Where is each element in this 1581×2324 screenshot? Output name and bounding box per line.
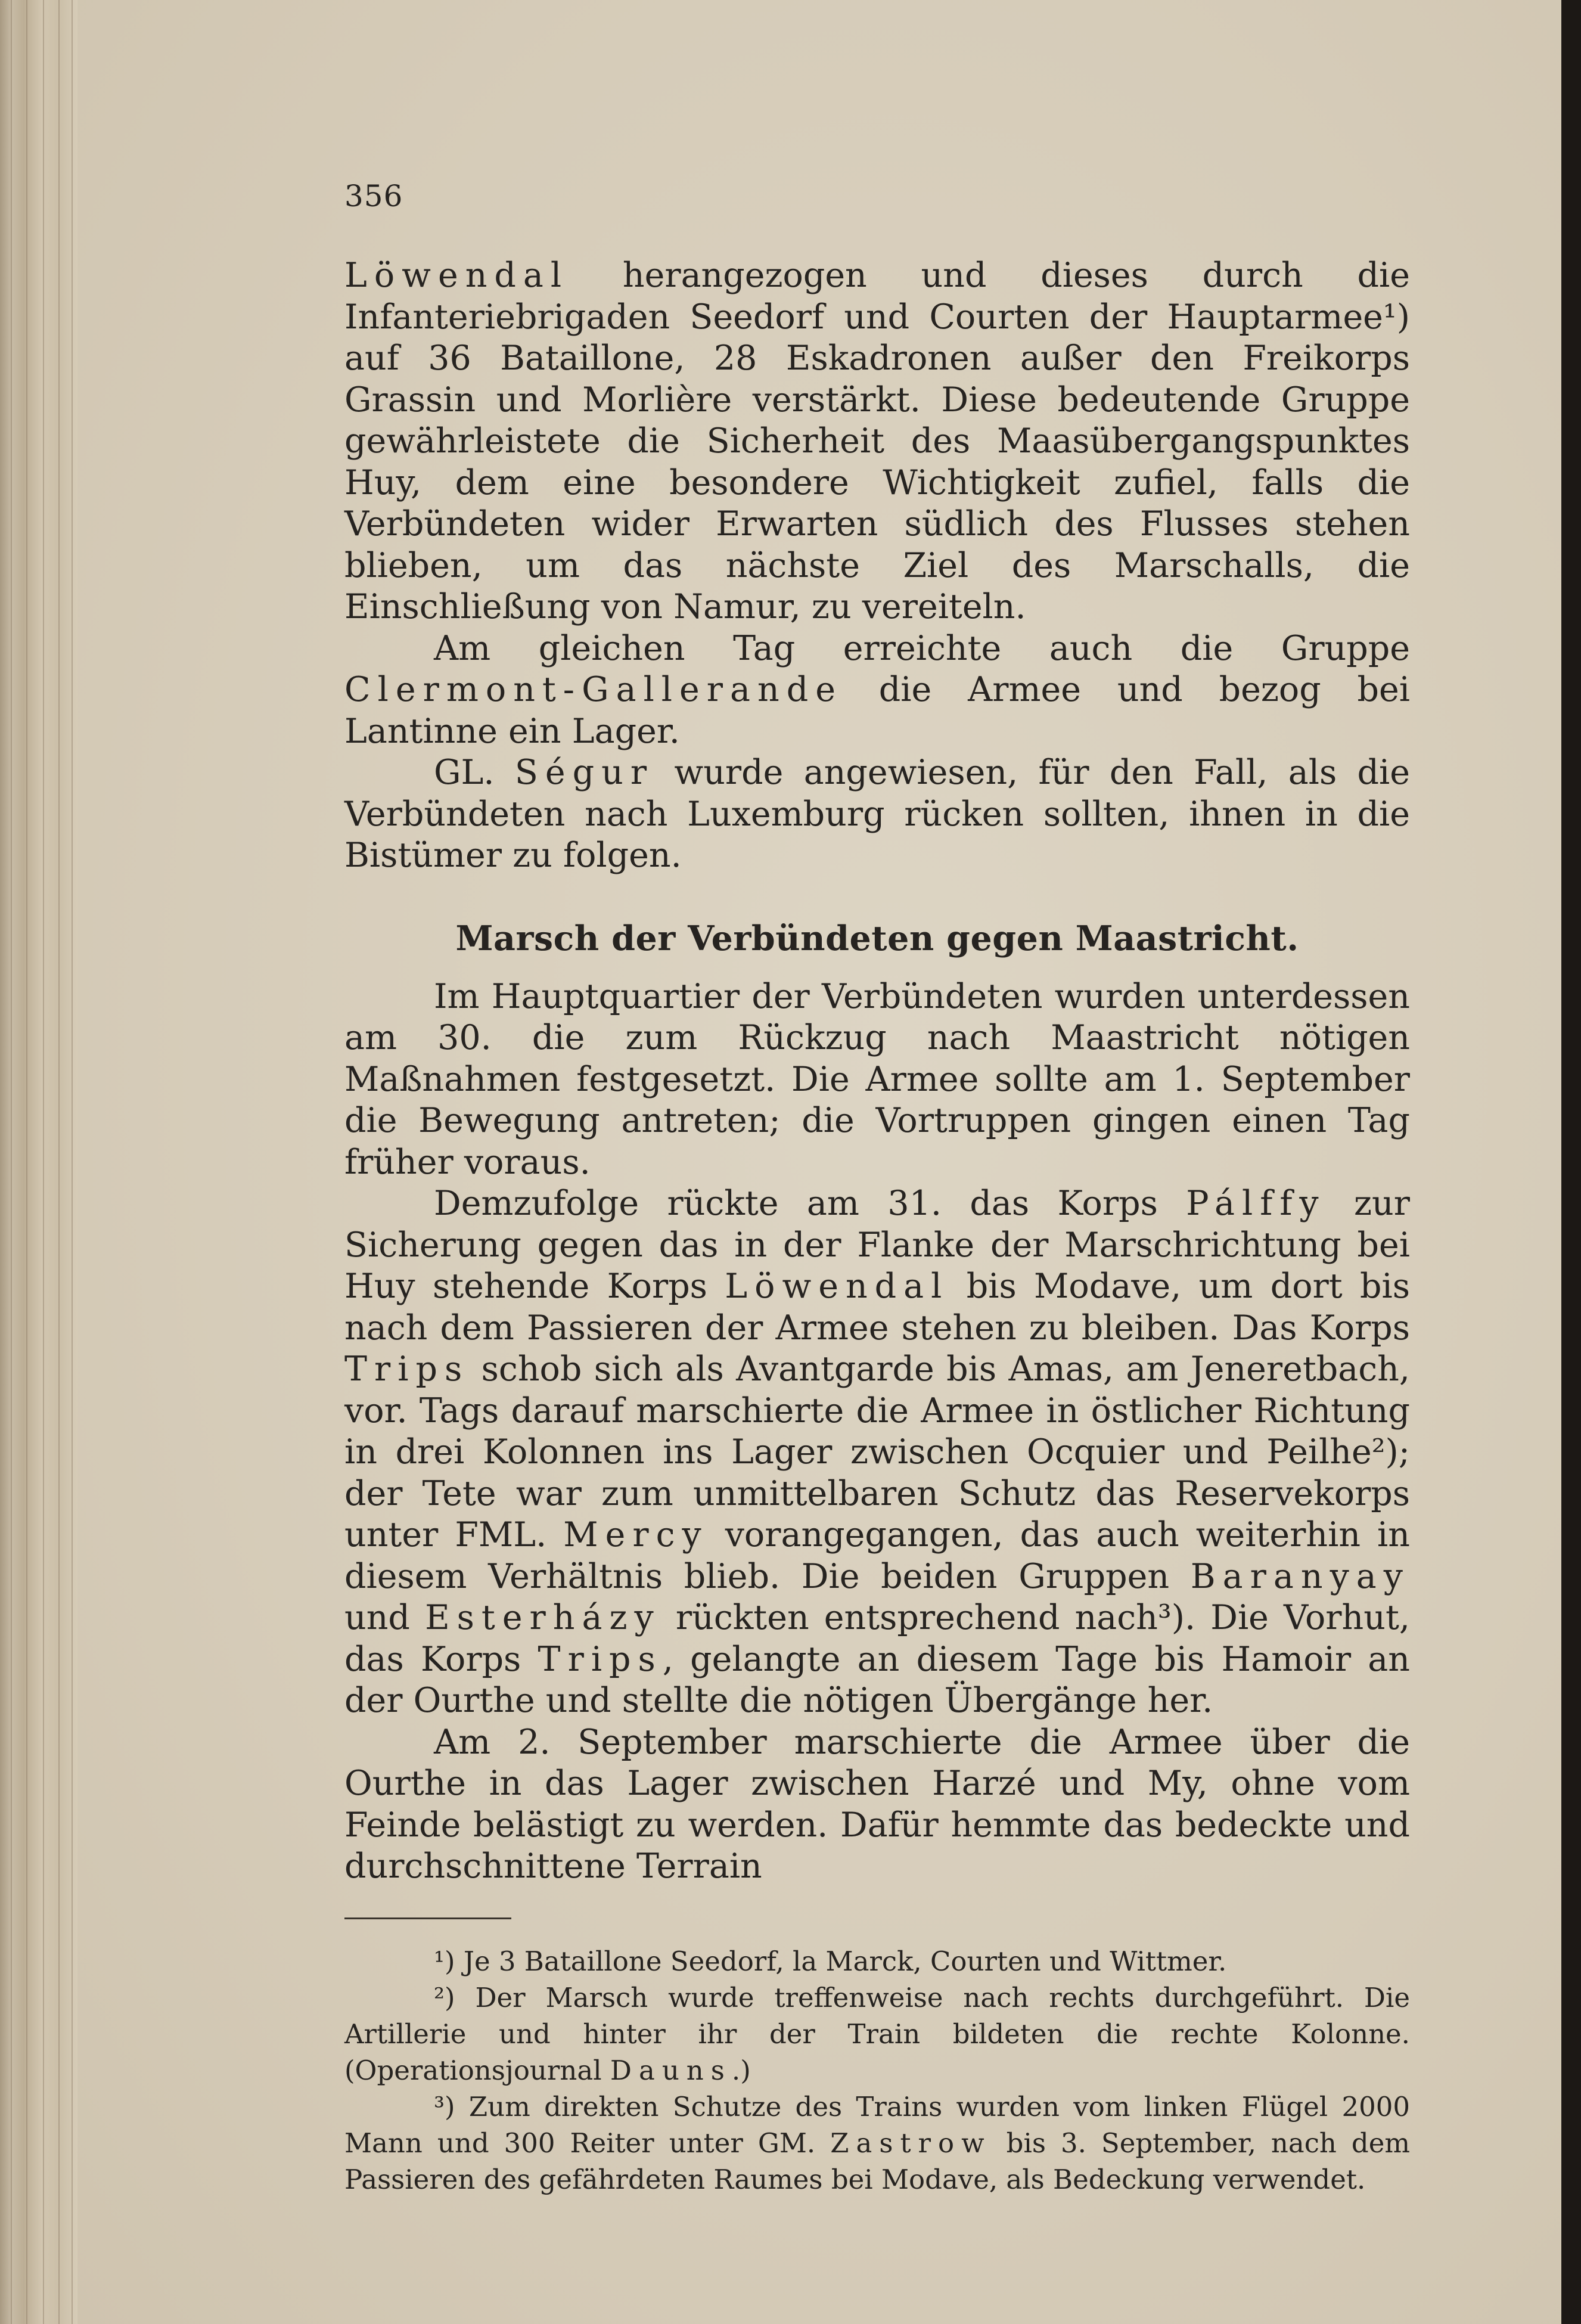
p5-name-7: Trips xyxy=(538,1639,663,1679)
page-content xyxy=(344,179,1410,2198)
scan-border xyxy=(1561,0,1581,2324)
p5-text-3: bis Modave, um dort bis nach dem Passieren der Armee stehen zu bleiben. Das Korps xyxy=(344,1267,1410,1348)
footnote-3 xyxy=(344,2089,1410,2198)
paragraph-5 xyxy=(344,1183,1410,1722)
paragraph-1 xyxy=(344,255,1410,628)
fn3-name: Zastrow xyxy=(830,2127,992,2159)
paragraph-2 xyxy=(344,628,1410,753)
paragraph-3-before: GL. xyxy=(434,753,515,792)
p5-name-2: Löwendal xyxy=(725,1267,949,1306)
paragraph-3-after: wurde angewiesen, für den Fall, als die Verbündeten nach Luxemburg rücken sollten, ihnen in die Bistümer zu folgen. xyxy=(344,753,1411,875)
p5-text-6: und xyxy=(344,1598,425,1637)
p5-name-6: Esterházy xyxy=(425,1598,661,1637)
fn2-name: Dauns xyxy=(610,2054,732,2086)
p5-text-2: zur Sicherung gegen das in der Flanke der Marschrichtung bei Huy stehende Korps xyxy=(344,1184,1410,1306)
section-heading: Marsch der Verbündeten gegen Maastricht. xyxy=(455,918,1299,958)
paragraph-4: Im Hauptquartier der Verbündeten wurden unterdessen am 30. die zum Rückzug nach Maastricht nötigen Maßnahmen festgesetzt. Die Armee sollte am 1. September die Bewegung antreten; die Vortruppen gingen einen Tag früher voraus. xyxy=(344,976,1410,1182)
footnote-1: ¹) Je 3 Bataillone Seedorf, la Marck, Courten und Wittmer. xyxy=(434,1945,1227,1977)
p5-name-5: Baranyay xyxy=(1190,1556,1410,1596)
general-name: Ségur xyxy=(514,753,654,792)
fn3-end: bis 3. September, nach dem Passieren des gefährdeten Raumes bei Modave, als Bedeckung verwendet. xyxy=(344,2127,1410,2195)
group-name: Clermont-Gallerande xyxy=(344,670,843,709)
paragraph-2-after: die Armee und bezog bei Lantinne ein Lager. xyxy=(344,670,1410,751)
footnote-2 xyxy=(344,1979,1410,2089)
paragraph-3 xyxy=(344,752,1410,877)
p5-name-4: Mercy xyxy=(563,1515,709,1554)
p5-name-1: Pálffy xyxy=(1186,1184,1326,1223)
corps-name: Löwendal xyxy=(344,256,569,295)
book-page-edges xyxy=(0,0,77,2324)
p5-text-1: Demzufolge rückte am 31. das Korps xyxy=(434,1184,1186,1223)
fn3-text: ³) Zum direkten Schutze des Trains wurden vom linken Flügel 2000 Mann und 300 Reiter unter GM. xyxy=(344,2090,1410,2159)
p5-text-4: schob sich als Avantgarde bis Amas, am Jeneretbach, vor. Tags darauf marschierte die Armee in östlicher Richtung in drei Kolonnen ins Lager zwischen Ocquier und Peilhe²); der Tete war zum unmittelbaren Schutz das Reservekorps unter FML. xyxy=(344,1349,1410,1554)
paragraph-2-before: Am gleichen Tag erreichte auch die Gruppe xyxy=(434,628,1410,668)
fn2-text: ²) Der Marsch wurde treffenweise nach rechts durchgeführt. Die Artillerie und hinter ihr der Train bildeten die rechte Kolonne. (Operationsjournal xyxy=(344,1981,1410,2086)
p5-text-8: , gelangte an diesem Tage bis Hamoir an der Ourthe und stellte die nötigen Übergänge her. xyxy=(344,1639,1410,1720)
p5-name-3: Trips xyxy=(344,1349,470,1389)
paragraph-6: Am 2. September marschierte die Armee über die Ourthe in das Lager zwischen Harzé und My, ohne vom Feinde belästigt zu werden. Dafür hemmte das bedeckte und durchschnittene Terrain xyxy=(344,1722,1410,1886)
footnote-divider xyxy=(344,1917,511,1919)
fn2-end: .) xyxy=(731,2054,751,2086)
p5-text-5: vorangegangen, das auch weiterhin in diesem Verhältnis blieb. Die beiden Gruppen xyxy=(344,1515,1410,1596)
paragraph-1-text: herangezogen und dieses durch die Infanteriebrigaden Seedorf und Courten der Hauptarmee¹) auf 36 Bataillone, 28 Eskadronen außer den Freikorps Grassin und Morlière verstärkt. Diese bedeutende Gruppe gewährleistete die Sicherheit des Maasübergangspunktes Huy, dem eine besondere Wichtigkeit zufiel, falls die Verbündeten wider Erwarten südlich des Flusses stehen blieben, um das nächste Ziel des Marschalls, die Einschließung von Namur, zu vereiteln. xyxy=(344,256,1410,626)
p5-text-7: rückten entsprechend nach³). Die Vorhut, das Korps xyxy=(344,1598,1410,1679)
page-number: 356 xyxy=(344,179,403,213)
